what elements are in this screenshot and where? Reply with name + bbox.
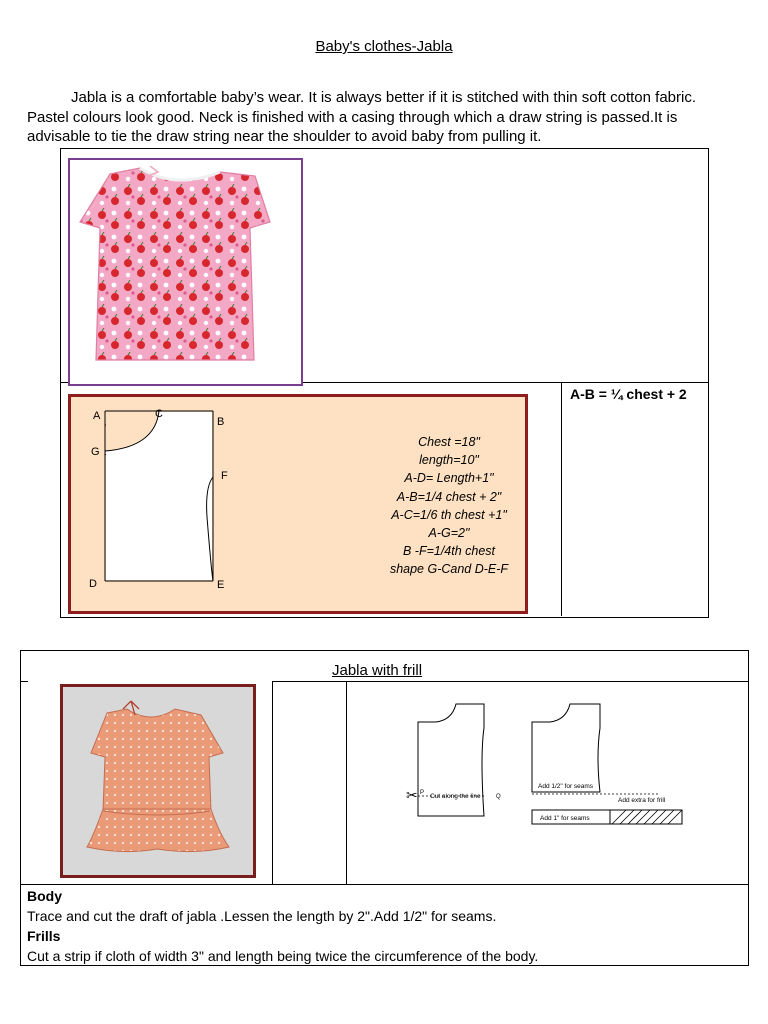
page-title: Baby's clothes-Jabla	[315, 38, 453, 55]
point-d-label: D	[89, 578, 97, 590]
spec-line: shape G-Cand D-E-F	[389, 562, 509, 577]
rule-tick-right	[740, 681, 748, 682]
seams-half-label: Add 1/2" for seams	[538, 783, 594, 790]
title-rule	[272, 681, 742, 682]
peach-jabla-illustration	[63, 687, 253, 875]
spec-line: Chest =18"	[418, 435, 480, 449]
spec-line: length=10"	[419, 453, 479, 468]
point-c-label: C	[155, 408, 163, 420]
body-heading: Body	[27, 888, 62, 904]
extra-frill-label: Add extra for frill	[618, 797, 666, 804]
peach-frill-jabla-image	[60, 684, 256, 878]
draft-specifications	[359, 433, 539, 579]
point-b-label: B	[217, 416, 225, 428]
intro-paragraph	[27, 88, 717, 147]
body-text: Trace and cut the draft of jabla .Lessen the length by 2".Add 1/2" for seams.	[27, 908, 497, 924]
point-g-label: G	[91, 446, 100, 458]
pink-jabla-illustration	[70, 160, 301, 384]
cut-line-label: Cut along the line	[430, 793, 481, 800]
notes-divider	[20, 884, 748, 885]
frill-panel-divider	[346, 682, 347, 884]
spec-line: A-D= Length+1"	[404, 471, 494, 486]
frills-heading: Frills	[27, 928, 61, 944]
frill-image-divider	[272, 682, 273, 884]
pink-jabla-image	[68, 158, 303, 386]
spec-line: A-G=2"	[428, 526, 470, 541]
point-a-label: A	[93, 410, 101, 422]
instructions	[27, 886, 743, 966]
frill-pattern-diagrams	[400, 696, 700, 836]
frills-text: Cut a strip if cloth of width 3" and length being twice the circumference of the body.	[27, 948, 539, 964]
spec-line: A-C=1/6 th chest +1"	[391, 507, 507, 522]
ab-formula-note: A-B = ¼ chest + 2	[570, 386, 687, 402]
point-f-label: F	[221, 470, 228, 482]
point-e-label: E	[217, 579, 225, 591]
draft-diagram	[68, 394, 528, 614]
panel-divider-vertical	[561, 382, 562, 616]
spec-line: B -F=1/4th chest	[402, 544, 496, 559]
seams-one-label: Add 1" for seams	[540, 815, 590, 822]
frill-section-title: Jabla with frill	[332, 662, 423, 679]
scissors-icon: ✂	[406, 788, 418, 804]
point-p-label: P	[420, 790, 425, 796]
point-q-label: Q	[496, 794, 501, 800]
body-piece-seams-outline	[532, 704, 600, 792]
rule-tick-left	[20, 681, 28, 682]
spec-line: A-B=1/4 chest + 2"	[396, 489, 502, 504]
intro-text: Jabla is a comfortable baby’s wear. It is always better if it is stitched with thin soft cotton fabric. Pastel colours look good. Neck is finished with a casing through which a draw string is passed.It is advisable to tie the draw string near the shoulder to avoid baby from pulling it.	[27, 89, 697, 145]
